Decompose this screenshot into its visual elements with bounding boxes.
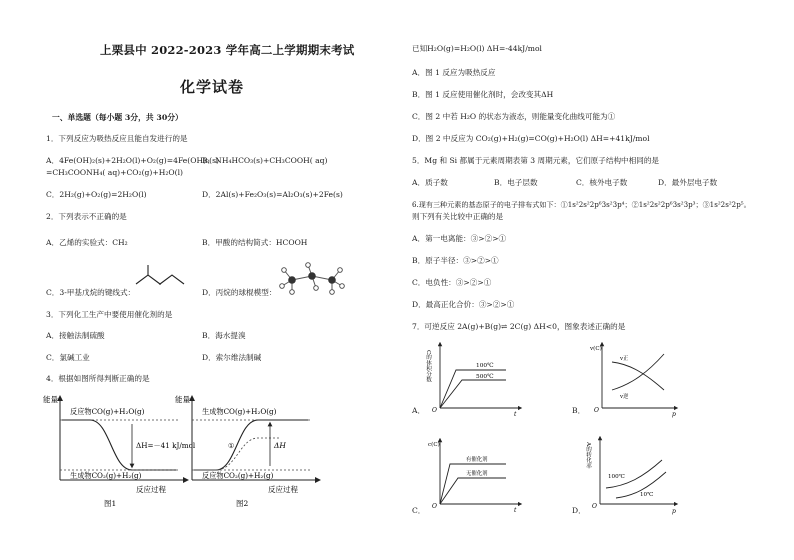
q1-option-d: D．2Al(s)+Fe₂O₃(s)=Al₂O₃(s)+2Fe(s) [202, 190, 343, 199]
fig1-product-label: 生成物CO₂(g)+H₂(g) [70, 471, 142, 480]
q7c-x-axis-label: t [514, 507, 517, 514]
q3-option-a: A．接触法制硫酸 [46, 331, 105, 340]
section-heading: 一、单选题（每小题 3分，共 30分） [52, 113, 183, 122]
q4-option-a: A．图 1 反应为吸热反应 [412, 68, 496, 77]
ball-stick-model-propane [278, 260, 348, 298]
energy-diagram-figure-2 [172, 392, 322, 512]
q5-option-b: B．电子层数 [494, 178, 538, 187]
q3-option-d: D．索尔维法制碱 [202, 353, 262, 362]
q7b-curve-1: v正 [620, 356, 629, 362]
q6-option-b: B．原子半径：③>②>① [412, 256, 499, 265]
q7b-origin: O [594, 407, 599, 414]
fig1-caption: 图1 [104, 499, 117, 508]
q6-option-c: C．电负性：③>②>① [412, 278, 492, 287]
q7d-origin: O [592, 503, 597, 510]
q7-option-c-letter: C． [412, 506, 426, 515]
fig2-y-axis-label: 能量 [175, 395, 190, 404]
q2-option-b: B．甲酸的结构简式：HCOOH [202, 238, 308, 247]
q3-option-c: C．氯碱工业 [46, 353, 90, 362]
q7-stem: 7．可逆反应 2A(g)+B(g)⇌ 2C(g) ΔH<0，图象表述正确的是 [412, 322, 626, 331]
q2-option-a: A．乙烯的实验式：CH₂ [46, 238, 128, 247]
q4-stem: 4．根据如图所得判断正确的是 [46, 374, 150, 383]
q2-stem: 2．下列表示不正确的是 [46, 212, 127, 221]
exam-subtitle: 化学试卷 [180, 78, 245, 96]
q7-graph-d [586, 434, 680, 516]
fig2-caption: 图2 [236, 499, 249, 508]
q7d-x-axis-label: p [672, 508, 676, 515]
q7a-x-axis-label: t [514, 411, 517, 418]
q7d-curve-2: 10℃ [640, 492, 654, 498]
q7-graph-c [426, 436, 526, 516]
q4-option-b: B．图 1 反应使用催化剂时，会改变其ΔH [412, 90, 554, 99]
q7c-origin: O [432, 503, 437, 510]
q7-option-d-letter: D． [572, 506, 586, 515]
q6-option-a: A．第一电离能：③>②>① [412, 234, 507, 243]
q7a-curve-2: 500℃ [476, 374, 494, 380]
q3-option-b: B．海水提溴 [202, 331, 246, 340]
q7-option-a-letter: A． [412, 406, 426, 415]
q2-option-d: D．丙烷的球棍模型： [202, 288, 277, 297]
exam-title: 上栗县中 2022-2023 学年高二上学期期末考试 [100, 43, 355, 57]
q7a-y-axis-label: C的体积分数 [425, 350, 431, 383]
q7b-x-axis-label: p [672, 411, 676, 418]
q1-option-a-cont: =CH₃COONH₄( aq)+CO₂(g)+H₂O(l) [46, 168, 183, 177]
fig2-delta-h: ΔH [274, 441, 286, 450]
q1-stem: 1．下列反应为吸热反应且能自发进行的是 [46, 134, 188, 143]
q6-stem: 6.现有三种元素的基态原子的电子排布式如下：①1s²2s²2p⁶3s²3p⁴；②1s²2s²2p⁶3s²3p³；③1s²2s²2p⁵。 [412, 200, 751, 209]
skeletal-formula-3-methylpentane [134, 264, 186, 286]
q5-option-a: A．质子数 [412, 178, 448, 187]
energy-diagram-figure-1 [40, 392, 196, 512]
q6-option-d: D．最高正化合价：③>②>① [412, 300, 515, 309]
fig2-reactant-label: 反应物CO₂(g)+H₂(g) [202, 471, 274, 480]
q5-option-c: C．核外电子数 [576, 178, 628, 187]
q1-option-a: A．4Fe(OH)₂(s)+2H₂O(l)+O₂(g)=4Fe(OH)₃(s) [46, 156, 219, 165]
q1-option-b: B．NH₄HCO₃(s)+CH₃COOH( aq) [202, 156, 328, 165]
q3-stem: 3．下列化工生产中要使用催化剂的是 [46, 310, 173, 319]
q7-graph-b [590, 340, 680, 420]
q7-graph-a [426, 340, 526, 420]
q6-stem-cont: 则下列有关比较中正确的是 [412, 212, 504, 221]
q2-option-c: C．3-甲基戊烷的键线式： [46, 288, 136, 297]
q7c-y-axis-label: c(C) [428, 442, 440, 448]
fig1-x-axis-label: 反应过程 [136, 485, 166, 494]
q5-option-d: D．最外层电子数 [658, 178, 718, 187]
fig1-delta-h: ΔH=－41 kJ/mol [136, 441, 196, 450]
q7d-y-axis-label: A的转化率 [585, 442, 591, 469]
q7a-curve-1: 100℃ [476, 363, 494, 369]
q7b-y-axis-label: v(C) [590, 346, 602, 352]
q7a-origin: O [432, 407, 437, 414]
fig2-curve-mark: ① [228, 441, 235, 450]
q7c-curve-2: 无催化剂 [466, 471, 488, 477]
q5-stem: 5．Mg 和 Si 都属于元素周期表第 3 周期元素，它们原子结构中相同的是 [412, 156, 660, 165]
q4-given: 已知H₂O(g)=H₂O(l) ΔH=-44kJ/mol [412, 44, 542, 53]
fig1-reactant-label: 反应物CO(g)+H₂O(g) [70, 407, 145, 416]
q7c-curve-1: 有催化剂 [466, 457, 488, 463]
q7b-curve-2: v逆 [620, 394, 629, 400]
q7-option-b-letter: B． [572, 406, 586, 415]
q7d-curve-1: 100℃ [608, 474, 625, 480]
q4-option-c: C．图 2 中若 H₂O 的状态为液态，则能量变化曲线可能为① [412, 112, 616, 121]
fig2-product-label: 生成物CO(g)+H₂O(g) [202, 407, 277, 416]
fig1-y-axis-label: 能量 [43, 395, 58, 404]
q4-option-d: D．图 2 中反应为 CO₂(g)+H₂(g)=CO(g)+H₂O(l) ΔH=+41kJ/mol [412, 134, 650, 143]
q1-option-c: C．2H₂(g)+O₂(g)=2H₂O(l) [46, 190, 147, 199]
fig2-x-axis-label: 反应过程 [268, 485, 298, 494]
